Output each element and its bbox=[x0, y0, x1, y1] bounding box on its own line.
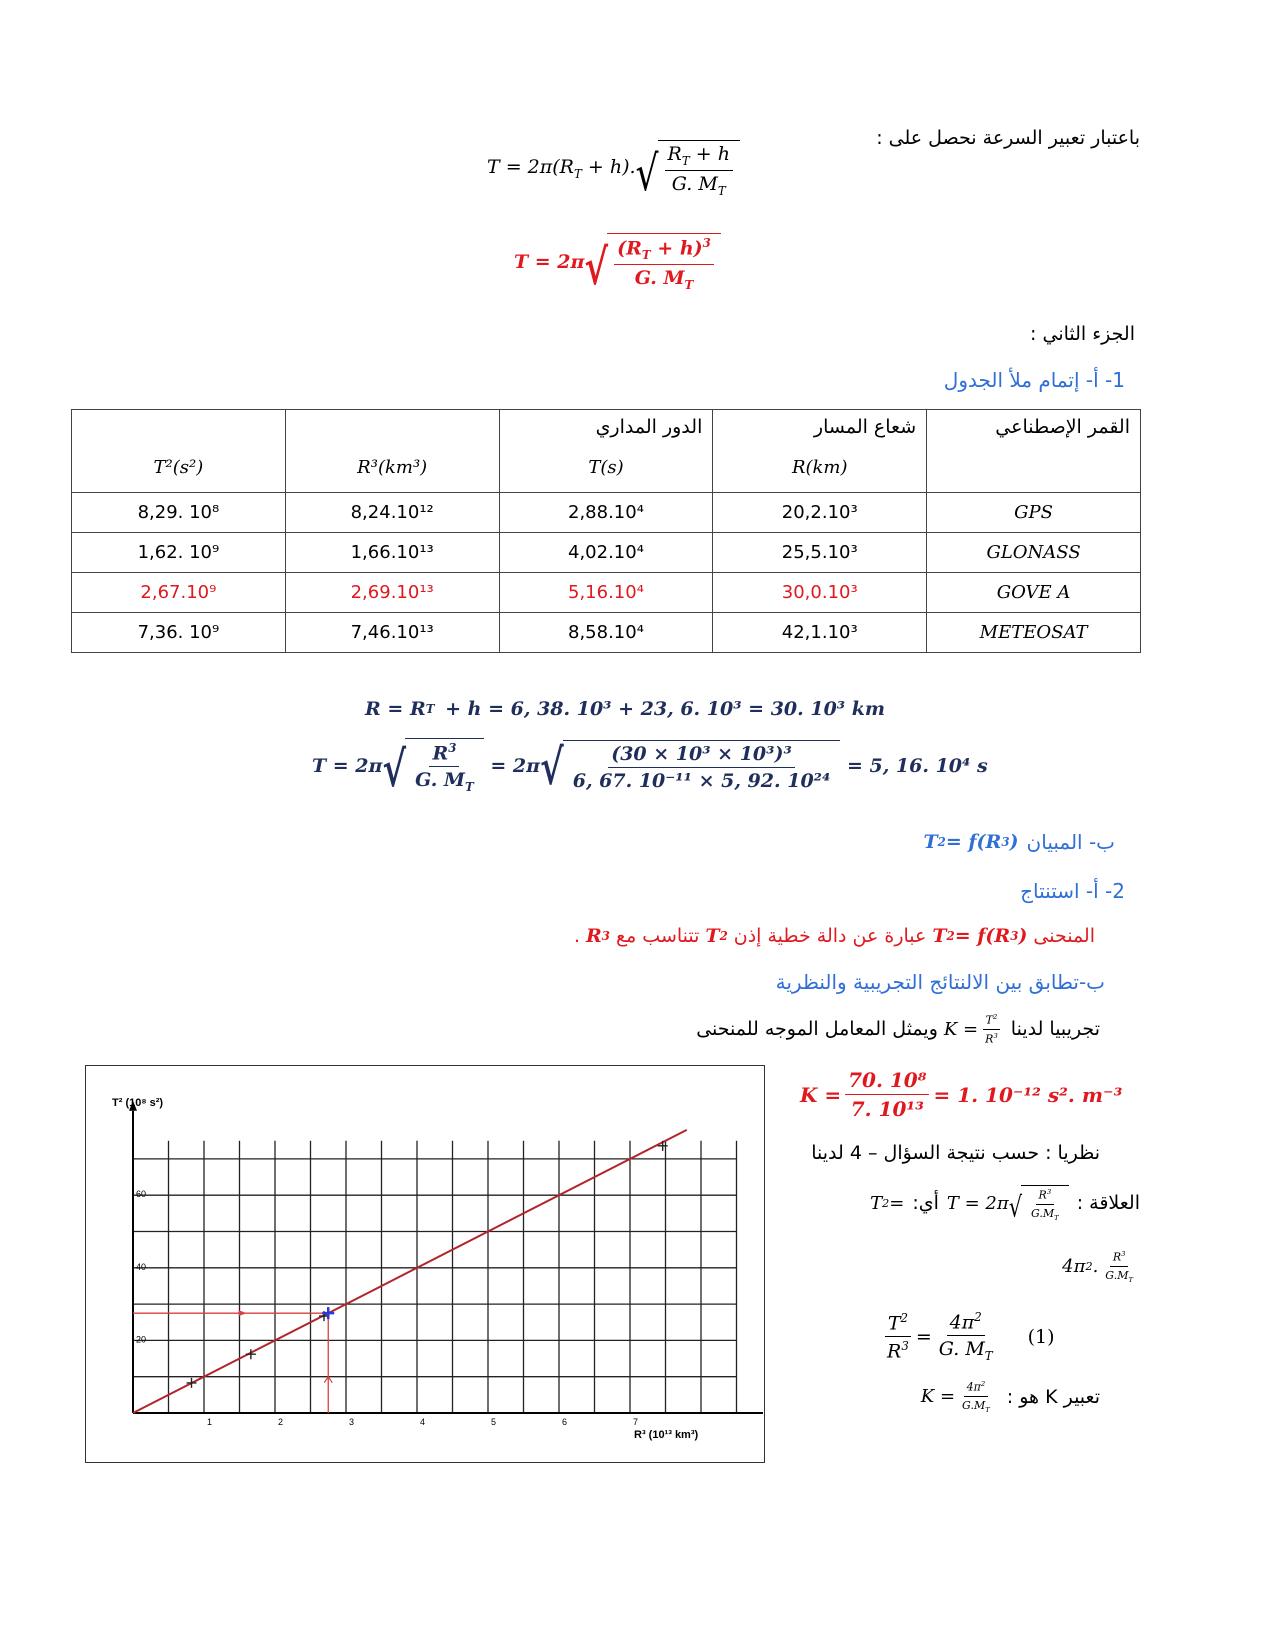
cell-r3: 1,66.10¹³ bbox=[285, 533, 499, 573]
relation-continuation: 4π 2 . $\frac{R^3}{G.M_T}$ bbox=[1062, 1250, 1133, 1284]
cell-r3: 2,69.10¹³ bbox=[285, 573, 499, 613]
cell-satellite: GPS bbox=[927, 493, 1141, 533]
period-formula-expanded: $T = 2\pi(R_T + h)$. √ $\frac{R_T + h}{G. M_T}$ bbox=[487, 140, 740, 198]
cell-r3: 8,24.10¹² bbox=[285, 493, 499, 533]
cell-period: 5,16.10⁴ bbox=[499, 573, 713, 613]
question-1b: T 2 = f(R 3 ) ب- المبيان bbox=[923, 830, 1115, 854]
cell-satellite: GOVE A bbox=[927, 573, 1141, 613]
table-header-row bbox=[72, 410, 1141, 493]
x-tick-label: 6 bbox=[562, 1417, 568, 1427]
question-1a: 1- أ- إتمام ملأ الجدول bbox=[943, 368, 1125, 392]
k-expression-line: K = $\frac{4\pi^2}{G.M_T}$ تعبير K هو : bbox=[920, 1380, 1100, 1414]
experimental-line: ويمثل المعامل الموجه للمنحنى K = $\frac{T^2}{R^3}$ تجريبيا لدينا bbox=[696, 1013, 1100, 1046]
table-row-highlighted bbox=[72, 573, 1141, 613]
table-row bbox=[72, 493, 1141, 533]
cell-period: 2,88.10⁴ bbox=[499, 493, 713, 533]
data-point bbox=[658, 1141, 668, 1151]
cell-radius: 20,2.10³ bbox=[713, 493, 927, 533]
table-row bbox=[72, 613, 1141, 653]
cell-radius: 25,5.10³ bbox=[713, 533, 927, 573]
conclusion-line: . R 3 تتناسب مع T 2 عبارة عن دالة خطية إذن T 2 = f(R 3 ) المنحنى bbox=[573, 925, 1095, 947]
header-radius: شعاع المسار R(km) bbox=[713, 410, 927, 493]
fit-line bbox=[133, 1130, 687, 1413]
theory-line: نظريا : حسب نتيجة السؤال – 4 لدينا bbox=[811, 1142, 1100, 1164]
cell-t2: 7,36. 10⁹ bbox=[72, 613, 286, 653]
data-point bbox=[187, 1378, 197, 1388]
ratio-equation: $\frac{T^2}{R^3}$ = $\frac{4\pi^2}{G. M_T}$ (1) bbox=[880, 1310, 1055, 1363]
x-tick-label: 4 bbox=[420, 1417, 426, 1427]
period-formula-final: T = 2π √ $\frac{(R_T + h)^3}{G. M_T}$ bbox=[514, 233, 721, 292]
satellite-table bbox=[71, 409, 1141, 653]
part-two-heading: الجزء الثاني : bbox=[1030, 323, 1135, 345]
cell-radius: 30,0.10³ bbox=[713, 573, 927, 613]
question-2b: ب-تطابق بين الالنتائج التجريبية والنظرية bbox=[775, 970, 1105, 994]
intro-line: باعتبار تعبير السرعة نحصل على : bbox=[876, 127, 1140, 149]
y-tick-label: 60 bbox=[136, 1189, 147, 1200]
header-r3: R³(km³) bbox=[285, 410, 499, 493]
y-tick-label: 20 bbox=[136, 1334, 147, 1345]
cell-r3: 7,46.10¹³ bbox=[285, 613, 499, 653]
cell-satellite: METEOSAT bbox=[927, 613, 1141, 653]
cell-t2: 2,67.10⁹ bbox=[72, 573, 286, 613]
t2-vs-r3-chart bbox=[86, 1066, 763, 1461]
cell-period: 4,02.10⁴ bbox=[499, 533, 713, 573]
relation-line: T 2 = أي: T = 2π √ $\frac{R^3}{G.M_T}$ العلاقة : bbox=[870, 1185, 1140, 1222]
k-experimental: K = $\frac{\text{70. 10⁸}}{\text{7. 10¹³}}$ = 1. 10⁻¹² s². m⁻³ bbox=[800, 1068, 1123, 1121]
cell-t2: 1,62. 10⁹ bbox=[72, 533, 286, 573]
cell-t2: 8,29. 10⁸ bbox=[72, 493, 286, 533]
cell-satellite: GLONASS bbox=[927, 533, 1141, 573]
x-tick-label: 7 bbox=[633, 1417, 639, 1427]
period-calculation: T = 2π √ $\frac{R^3}{G. M_T}$ = 2π √ $\frac{\text{(30 × 10³ × 10³)³}}{\text{6, 67. 10⁻¹¹ × 5, 92. 10²⁴}}$ = 5, 16. 10⁴ s bbox=[312, 737, 988, 799]
header-period: الدور المداري T(s) bbox=[499, 410, 713, 493]
guide-arrow-right bbox=[239, 1310, 247, 1316]
x-tick-label: 2 bbox=[278, 1417, 284, 1427]
x-axis-label: R³ (10¹³ km³) bbox=[634, 1429, 699, 1441]
y-axis-label: T² (10⁸ s²) bbox=[112, 1097, 164, 1109]
header-t2: T²(s²) bbox=[72, 410, 286, 493]
radius-calculation: R = R T + h = 6, 38. 10³ + 23, 6. 10³ = 30. 10³ km bbox=[365, 698, 886, 720]
x-tick-label: 5 bbox=[491, 1417, 497, 1427]
table-row bbox=[72, 533, 1141, 573]
question-2a: 2- أ- استنتاج bbox=[1020, 879, 1125, 903]
x-tick-label: 3 bbox=[349, 1417, 355, 1427]
cell-period: 8,58.10⁴ bbox=[499, 613, 713, 653]
cell-radius: 42,1.10³ bbox=[713, 613, 927, 653]
chart-frame bbox=[85, 1065, 765, 1463]
x-tick-label: 1 bbox=[207, 1417, 213, 1427]
y-tick-label: 40 bbox=[136, 1261, 147, 1272]
header-satellite: القمر الإصطناعي bbox=[927, 410, 1141, 493]
